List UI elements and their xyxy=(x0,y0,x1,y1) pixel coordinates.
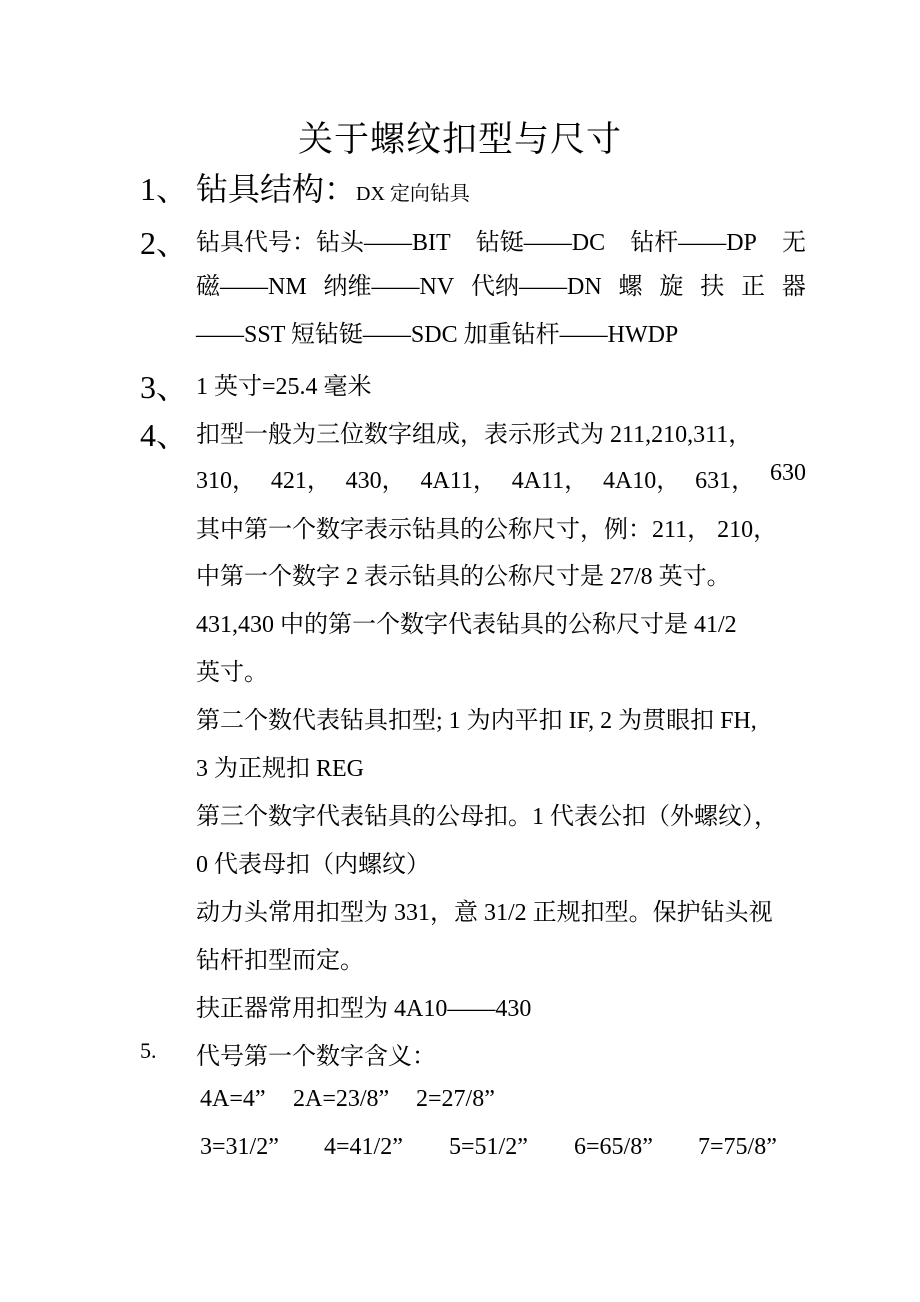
section-3-text: 1 英寸=25.4 毫米 xyxy=(196,374,372,400)
section-4-line-11: 动力头常用扣型为 331，意 31/2 正规扣型。保护钻头视 xyxy=(196,900,773,926)
section-4-line-7: 第二个数代表钻具扣型; 1 为内平扣 IF, 2 为贯眼扣 FH, xyxy=(196,708,757,734)
text-segment: 代纳——DN xyxy=(471,274,602,300)
text-segment: 纳维——NV xyxy=(323,274,455,300)
page-title: 关于螺纹扣型与尺寸 xyxy=(297,120,622,159)
section-4-line-5: 431,430 中的第一个数字代表钻具的公称尺寸是 41/2 xyxy=(196,612,737,638)
size-entry: 4=41/2” xyxy=(324,1134,403,1160)
section-4-number: 4、 xyxy=(140,417,189,453)
size-entry: 7=75/8” xyxy=(698,1134,777,1160)
section-3-number: 3、 xyxy=(140,369,189,405)
section-4-line-10: 0 代表母扣（内螺纹） xyxy=(196,852,430,878)
size-entry: 6=65/8” xyxy=(574,1134,653,1160)
text-segment: 421， xyxy=(270,468,331,494)
text-segment: 631， xyxy=(695,468,756,494)
text-segment: 磁——NM xyxy=(196,274,307,300)
section-1-text xyxy=(196,164,470,210)
section-2-line-1 xyxy=(196,222,806,257)
section-2-line-2 xyxy=(196,266,806,301)
section-4-line-2 xyxy=(196,460,806,495)
section-5-number: 5. xyxy=(140,1038,157,1063)
section-4-line-9: 第三个数字代表钻具的公母扣。1 代表公扣（外螺纹）， xyxy=(196,804,778,830)
text-segment: 器 xyxy=(781,274,806,300)
section-4-line-12: 钻杆扣型而定。 xyxy=(196,948,364,974)
text-segment: 螺 xyxy=(618,274,643,300)
text-segment: 430， xyxy=(345,468,406,494)
section-4-line-1: 扣型一般为三位数字组成，表示形式为 211,210,311， xyxy=(196,422,753,448)
size-entry: 2A=23/8” xyxy=(293,1086,390,1112)
text-segment: 扶 xyxy=(700,274,725,300)
section-4-line-6: 英寸。 xyxy=(196,660,268,686)
size-entry: 3=31/2” xyxy=(200,1134,279,1160)
section-4-line-3: 其中第一个数字表示钻具的公称尺寸，例：211， 210， xyxy=(196,517,778,543)
size-entry: 2=27/8” xyxy=(416,1086,495,1112)
size-entry: 4A=4” xyxy=(200,1086,266,1112)
text-segment: 正 xyxy=(741,274,766,300)
text-segment: 无 xyxy=(781,230,806,256)
section-5-heading: 代号第一个数字含义： xyxy=(196,1044,436,1070)
section-1-label: 钻具结构： xyxy=(196,171,357,207)
text-segment: 4A10， xyxy=(602,468,681,494)
section-4-line-13: 扶正器常用扣型为 4A10——430 xyxy=(196,996,532,1022)
text-segment: 630 xyxy=(769,460,806,486)
text-segment: 旋 xyxy=(659,274,684,300)
text-segment: 310， xyxy=(196,468,256,494)
section-2-line-3: ——SST 短钻铤——SDC 加重钻杆——HWDP xyxy=(196,322,679,348)
section-4-line-4: 中第一个数字 2 表示钻具的公称尺寸是 27/8 英寸。 xyxy=(196,564,731,590)
section-1-value: DX 定向钻具 xyxy=(356,183,470,205)
section-1-number: 1、 xyxy=(140,171,189,207)
text-segment: 钻杆——DP xyxy=(630,230,757,256)
section-2-number: 2、 xyxy=(140,225,189,261)
text-segment: 钻铤——DC xyxy=(475,230,606,256)
text-segment: 4A11， xyxy=(420,468,497,494)
size-entry: 5=51/2” xyxy=(449,1134,528,1160)
text-segment: 4A11， xyxy=(511,468,589,494)
section-4-line-8: 3 为正规扣 REG xyxy=(196,756,364,782)
text-segment: 钻具代号：钻头——BIT xyxy=(196,230,451,256)
